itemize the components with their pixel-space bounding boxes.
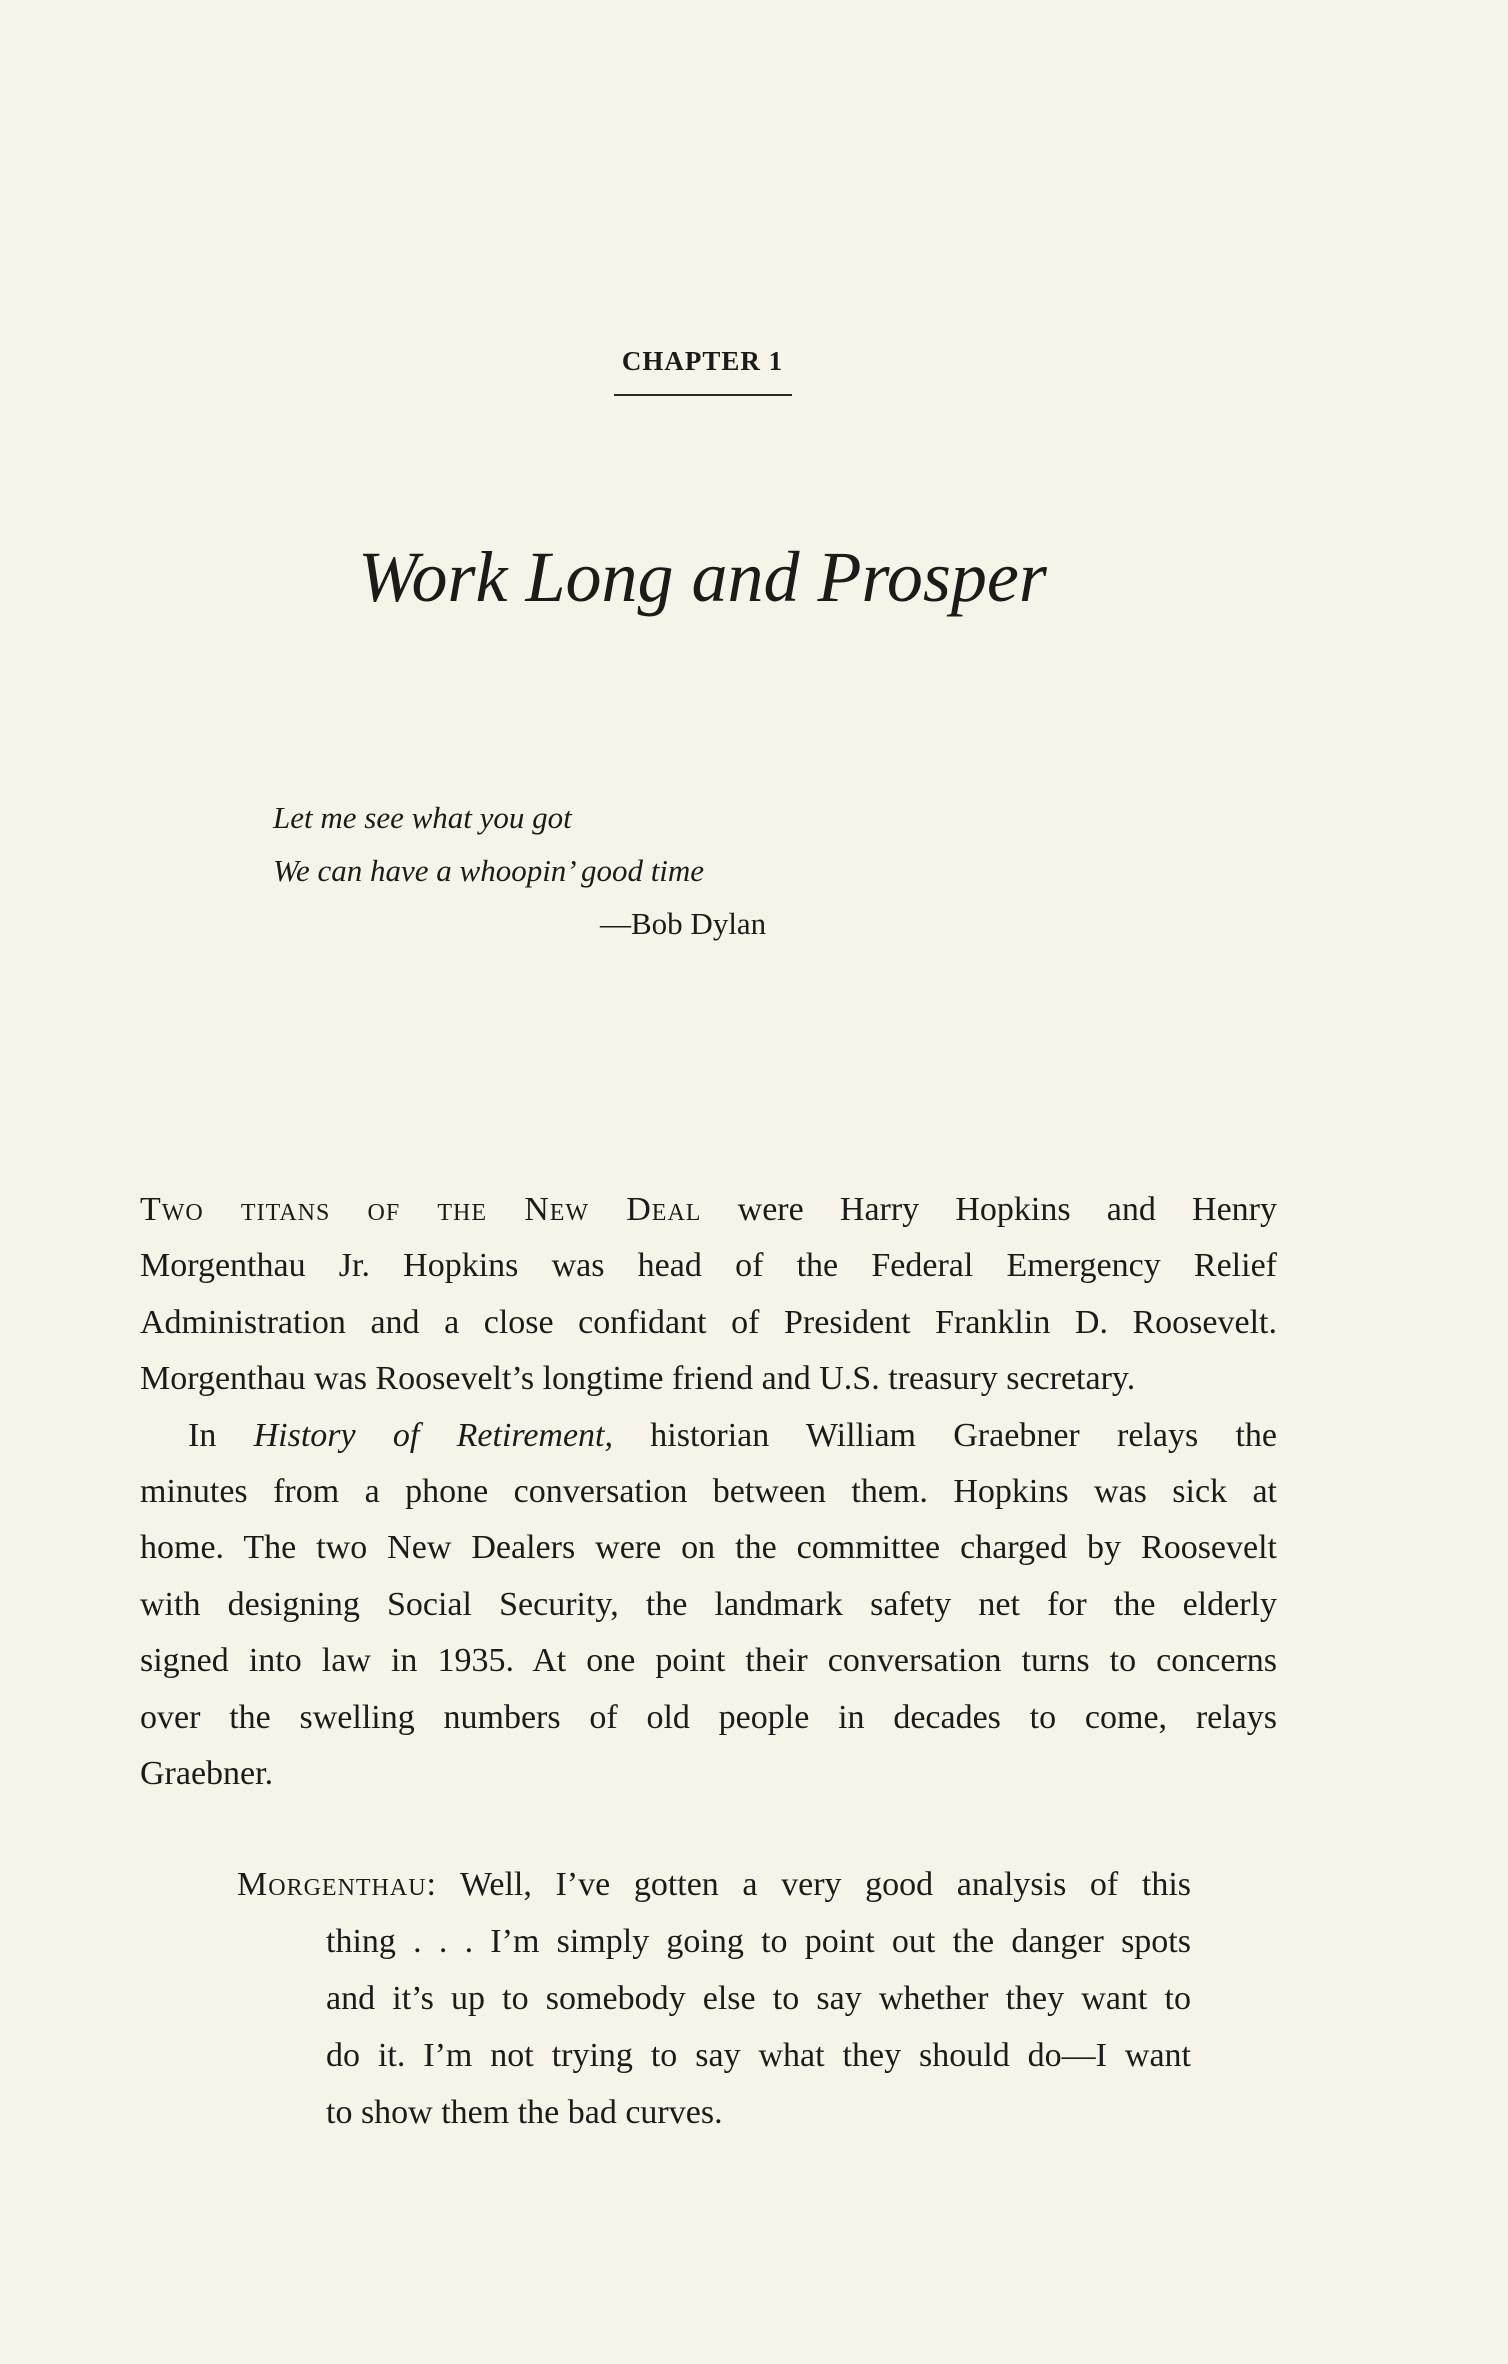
text-line [326, 1977, 1191, 2021]
text-run: Morgenthau Jr. Hopkins was head of the Federal Emergency Relief [140, 1247, 1277, 1285]
text-line [140, 1188, 1277, 1232]
small-caps-lead: Morgenthau: [237, 1866, 437, 1903]
text-line [140, 1752, 1277, 1796]
text-run: to show them the bad curves. [326, 2094, 723, 2131]
text-run: historian William Graebner relays the [613, 1416, 1277, 1454]
text-run: Well, I’ve gotten a very good analysis of this [437, 1866, 1191, 1903]
text-run: minutes from a phone conversation between them. Hopkins was sick at [140, 1473, 1277, 1510]
text-line [237, 1863, 1191, 1907]
text-line [140, 1301, 1277, 1345]
chapter-label-underline [614, 394, 792, 396]
small-caps-lead: Two titans of the New Deal [140, 1191, 702, 1228]
chapter-label: CHAPTER 1 [621, 346, 784, 376]
text-run: do it. I’m not trying to say what they should do—I want [326, 2037, 1191, 2074]
text-line [326, 2091, 1191, 2135]
epigraph-line: We can have a whoopin’ good time [273, 853, 705, 888]
text-run: thing . . . I’m simply going to point out the danger spots [326, 1923, 1191, 1960]
text-run: signed into law in 1935. At one point their conversation turns to concerns [140, 1642, 1277, 1680]
text-line [140, 1526, 1277, 1570]
text-run: Graebner. [140, 1755, 274, 1792]
text-line [140, 1244, 1277, 1288]
text-run: home. The two New Dealers were on the committee charged by Roosevelt [140, 1529, 1277, 1567]
text-line [140, 1583, 1277, 1627]
text-line [140, 1470, 1277, 1514]
text-line [140, 1696, 1277, 1740]
text-line [140, 1357, 1277, 1401]
text-run: Morgenthau was Roosevelt’s longtime friend and U.S. treasury secretary. [140, 1360, 1136, 1398]
text-line [326, 1920, 1191, 1964]
text-run: were Harry Hopkins and Henry [701, 1191, 1278, 1228]
text-run: over the swelling numbers of old people in decades to come, relays [140, 1698, 1277, 1736]
chapter-title: Work Long and Prosper [358, 537, 1047, 617]
text-run: with designing Social Security, the landmark safety net for the elderly [140, 1585, 1277, 1623]
text-line [140, 1639, 1277, 1683]
text-run: In [188, 1416, 254, 1454]
epigraph-line: Let me see what you got [273, 800, 572, 835]
text-line [188, 1414, 1277, 1458]
text-run: Administration and a close confidant of President Franklin D. Roosevelt. [140, 1303, 1277, 1341]
book-title: History of Retirement, [253, 1416, 614, 1454]
text-line [326, 2034, 1191, 2078]
epigraph-attribution: —Bob Dylan [600, 906, 767, 941]
text-run: and it’s up to somebody else to say whether they want to [326, 1980, 1191, 2017]
